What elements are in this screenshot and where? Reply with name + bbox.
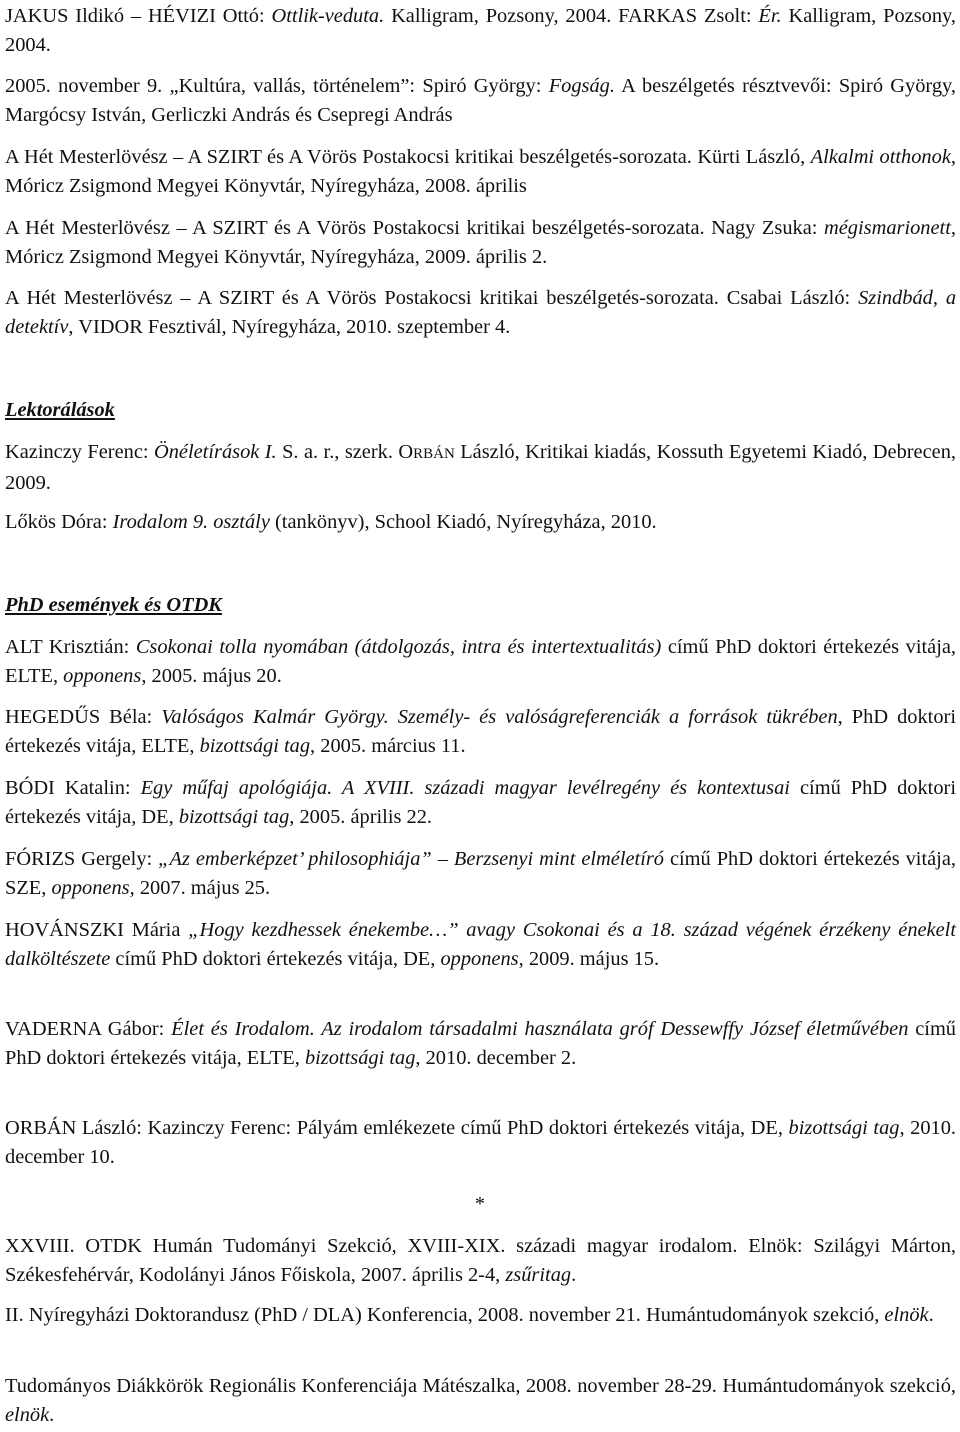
- text: .: [571, 1264, 577, 1286]
- book-title: Szindbád, a detektív: [5, 287, 957, 338]
- entry-forizs: [5, 845, 956, 903]
- text: A SZIRT és A Vörös Postakocsi kritikai beszélgetés-sorozata. Nagy Zsuka:: [192, 217, 825, 239]
- section-separator: *: [474, 1193, 486, 1215]
- entry-alt: [5, 633, 956, 691]
- text: ORBÁN László: Kazinczy Ferenc: Pályám emlékezete című PhD doktori értekezés vitája, DE,: [5, 1117, 789, 1139]
- text: Lőkös Dóra:: [5, 511, 113, 533]
- role: elnök: [5, 1404, 50, 1426]
- text: című PhD doktori értekezés vitája, DE,: [5, 777, 956, 828]
- entry-jakus-hevizi: JAKUS Ildikó – HÉVIZI Ottó: Ottlik-veduta. Kalligram, Pozsony, 2004. FARKAS Zsolt: Ér. Kalligram, Pozsony, 2004.: [5, 5, 957, 56]
- role: bizottsági tag: [199, 735, 311, 757]
- book-title: Fogság.: [548, 75, 615, 97]
- text: című PhD doktori értekezés vitája, SZE,: [5, 848, 956, 899]
- thesis-title: „Hogy kezdhessek énekembe…” avagy Csokonai és a 18. század végének érzékeny énekelt dalköltészete: [5, 919, 956, 970]
- text: című PhD doktori értekezés vitája, ELTE,: [5, 636, 957, 687]
- small-caps-text: RBÁN: [413, 446, 455, 462]
- entry-lokos: [5, 508, 956, 537]
- text: A SZIRT és A Vörös Postakocsi kritikai beszélgetés-sorozata. Kürti László,: [187, 146, 811, 168]
- text: , Móricz Zsigmond Megyei Könyvtár, Nyíregyháza, 2008. április: [5, 146, 956, 197]
- text: XXVIII. OTDK Humán Tudományi Szekció, XVIII-XIX. századi magyar irodalom. Elnök: Szilágyi Márton, Székesfehérvár, Kodolányi János Főiskola, 2007. április 2-4,: [5, 1235, 956, 1286]
- role: zsűritag: [505, 1264, 572, 1286]
- text: S. a. r., szerk. O: [276, 441, 414, 463]
- role: opponens: [63, 665, 142, 687]
- text: László, Kritikai kiadás, Kossuth Egyetemi Kiadó, Debrecen, 2009.: [5, 441, 956, 494]
- role: bizottsági tag: [178, 806, 290, 828]
- text: , Móricz Zsigmond Megyei Könyvtár, Nyíregyháza, 2009. április 2.: [5, 217, 956, 268]
- thesis-title: Valóságos Kalmár György. Személy- és valóságreferenciák a források tükrében: [161, 706, 838, 728]
- role: bizottsági tag: [788, 1117, 900, 1139]
- role: opponens: [51, 877, 130, 899]
- text: , 2010. december 2.: [415, 1047, 577, 1069]
- book-title: Irodalom 9. osztály: [112, 511, 270, 533]
- entry-orban: [5, 1114, 956, 1172]
- text: , 2005. április 22.: [289, 806, 433, 828]
- text: A Hét Mesterlövész: [5, 287, 173, 309]
- text: , 2010. december 10.: [5, 1117, 957, 1168]
- entry-tdk-mateszalka: [5, 1372, 956, 1430]
- entry-csabai: A Hét Mesterlövész – A SZIRT és A Vörös Postakocsi kritikai beszélgetés-sorozata. Csabai László: Szindbád, a detektív, VIDOR Fesztivál, Nyíregyháza, 2010. szeptember 4.: [5, 287, 957, 338]
- text: HOVÁNSZKI Mária: [5, 919, 189, 941]
- thesis-title: Egy műfaj apológiája. A XVIII. századi magyar levélregény és kontextusai: [140, 777, 790, 799]
- text: FÓRIZS Gergely:: [5, 848, 159, 870]
- entry-kazinczy: [5, 438, 956, 498]
- role: opponens: [440, 948, 519, 970]
- text: , VIDOR Fesztivál, Nyíregyháza, 2010. szeptember 4.: [68, 316, 511, 338]
- text: JAKUS Ildikó: [5, 5, 125, 27]
- text: Kalligram, Pozsony, 2004.: [5, 5, 957, 56]
- book-title: mégismarionett: [824, 217, 951, 239]
- entry-nagy-zsuka: A Hét Mesterlövész – A SZIRT és A Vörös Postakocsi kritikai beszélgetés-sorozata. Nagy Zsuka: mégismarionett, Móricz Zsigmond Megyei Könyvtár, Nyíregyháza, 2009. április 2.: [5, 217, 956, 268]
- text: VADERNA Gábor:: [5, 1018, 172, 1040]
- text: , 2005. március 11.: [310, 735, 466, 757]
- text: című PhD doktori értekezés vitája, ELTE,: [5, 1018, 956, 1069]
- text: A beszélgetés résztvevői: Spiró György, Margócsy István, Gerliczki András és Csepregi András: [5, 75, 957, 126]
- text: HÉVIZI Ottó:: [147, 5, 272, 27]
- text: ALT Krisztián:: [5, 636, 136, 658]
- entry-spiro-fogsag: [5, 72, 956, 130]
- text: Tudományos Diákkörök Regionális Konferenciája Mátészalka, 2008. november 28-29. Humántudományok szekció,: [5, 1375, 956, 1397]
- text: című PhD doktori értekezés vitája, DE,: [110, 948, 441, 970]
- thesis-title: Élet és Irodalom. Az irodalom társadalmi használata gróf Dessewffy József életművében: [171, 1018, 909, 1040]
- text: , 2009. május 15.: [518, 948, 660, 970]
- text: , 2007. május 25.: [129, 877, 271, 899]
- role: elnök: [884, 1304, 929, 1326]
- entry-vaderna: [5, 1015, 956, 1073]
- text: (tankönyv), School Kiadó, Nyíregyháza, 2010.: [269, 511, 657, 533]
- text: Kalligram, Pozsony, 2004. FARKAS Zsolt:: [384, 5, 759, 27]
- text: 2005. november 9. „Kultúra, vallás, történelem”: Spiró György:: [5, 75, 549, 97]
- text: A Hét Mesterlövész: [5, 217, 170, 239]
- entry-nyiregyhazi-konferencia: [5, 1301, 956, 1330]
- book-title: Önéletírások I.: [154, 441, 277, 463]
- text: HEGEDŰS Béla:: [5, 706, 162, 728]
- book-title: Ér.: [758, 5, 782, 27]
- entry-kurti: A Hét Mesterlövész – A SZIRT és A Vörös Postakocsi kritikai beszélgetés-sorozata. Kürti László, Alkalmi otthonok, Móricz Zsigmond Megyei Könyvtár, Nyíregyháza, 2008. április: [5, 146, 956, 197]
- book-title: Ottlik-veduta.: [271, 5, 385, 27]
- section-heading-lektoralasok: Lektorálások: [5, 399, 115, 421]
- entry-hovanszki: [5, 916, 956, 974]
- book-title: Alkalmi otthonok: [810, 146, 951, 168]
- entry-hegedus: [5, 703, 956, 761]
- text: , PhD doktori értekezés vitája, ELTE,: [5, 706, 956, 757]
- section-heading-phd: PhD események és OTDK: [5, 594, 222, 616]
- thesis-title: „Az emberképzet’ philosophiája” – Berzsenyi mint elméletíró: [158, 848, 664, 870]
- text: BÓDI Katalin:: [5, 777, 141, 799]
- text: II. Nyíregyházi Doktorandusz (PhD / DLA) Konferencia, 2008. november 21. Humántudományok szekció,: [5, 1304, 885, 1326]
- text: A Hét Mesterlövész: [5, 146, 168, 168]
- text: .: [49, 1404, 55, 1426]
- role: bizottsági tag: [304, 1047, 416, 1069]
- thesis-title: Csokonai tolla nyomában (átdolgozás, intra és intertextualitás): [135, 636, 662, 658]
- text: , 2005. május 20.: [141, 665, 282, 687]
- entry-bodi: [5, 774, 956, 832]
- entry-otdk: [5, 1232, 956, 1290]
- text: A SZIRT és A Vörös Postakocsi kritikai beszélgetés-sorozata. Csabai László:: [197, 287, 859, 309]
- text: .: [928, 1304, 934, 1326]
- text: Kazinczy Ferenc:: [5, 441, 154, 463]
